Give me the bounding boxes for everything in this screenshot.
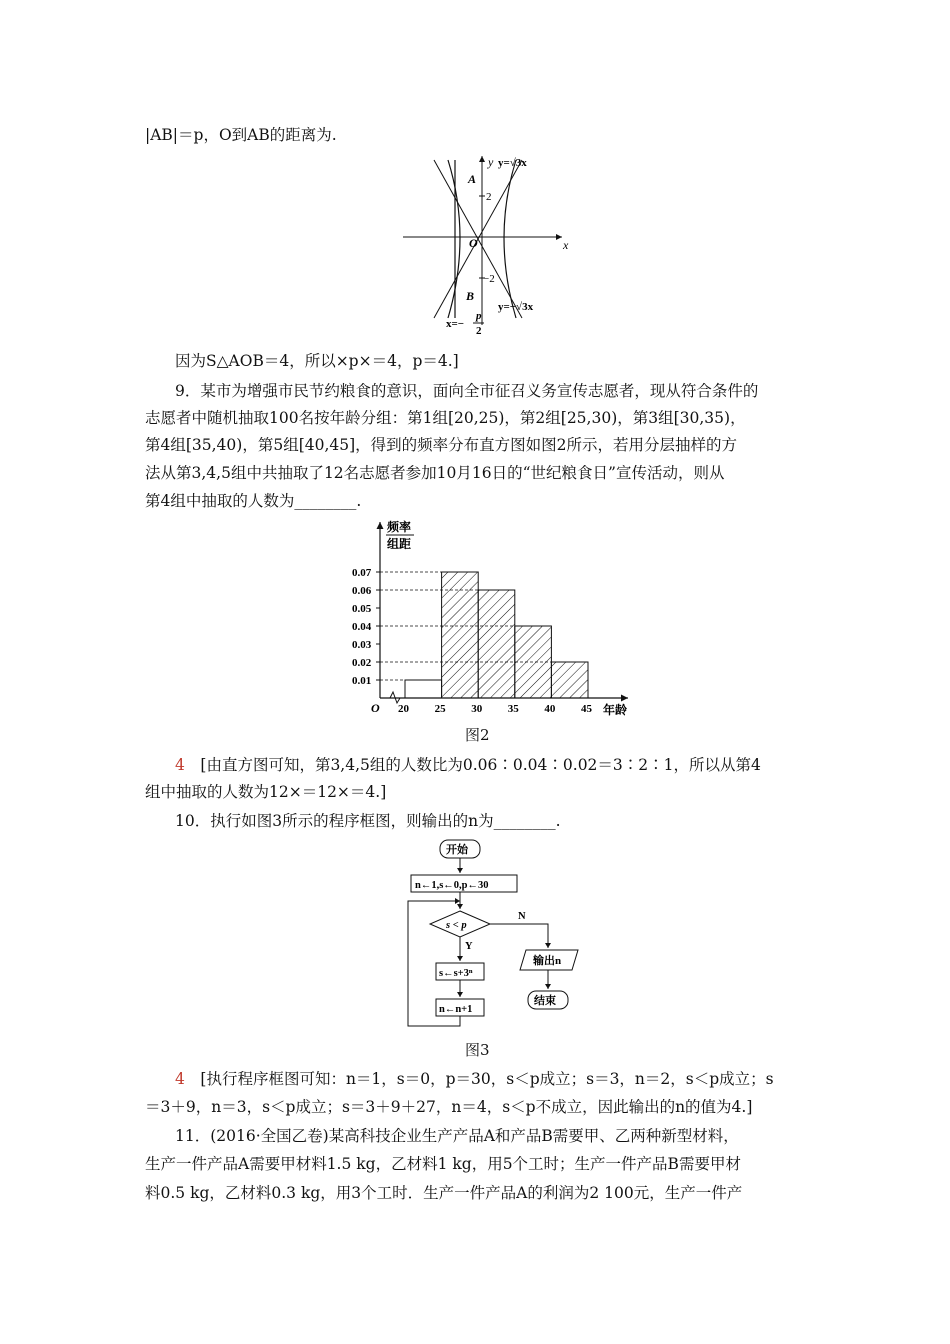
flow-start-text: 开始 (446, 844, 468, 856)
x-axis-label: x (563, 238, 569, 252)
text-line-1: |AB|＝p，O到AB的距离为. (145, 126, 337, 144)
y-axis-label: y (488, 155, 494, 169)
text-line-15: 料0.5 kg，乙材料0.3 kg，用3个工时．生产一件产品A的利润为2 100元，生产一件产 (145, 1184, 743, 1202)
figure3-caption: 图3 (465, 1041, 490, 1059)
hist-ytick-label: 0.02 (352, 657, 372, 669)
hist-ytick-label: 0.05 (352, 603, 372, 615)
text-line-8 (175, 753, 761, 775)
hist-ytick-label: 0.04 (352, 621, 372, 633)
directrix-num: p (476, 310, 482, 322)
flowchart (400, 836, 590, 1032)
text-line-14: 生产一件产品A需要甲材料1.5 kg，乙材料1 kg，用5个工时；生产一件产品B需要甲材 (145, 1155, 741, 1173)
hist-xtick-label: 30 (471, 703, 483, 715)
hist-origin-label: O (371, 701, 380, 715)
hist-xlabel: 年龄 (603, 703, 628, 717)
hist-bar (478, 590, 515, 698)
flow-step2-text: n←n+1 (439, 1004, 473, 1015)
text-line-13: 11．(2016·全国乙卷)某高科技企业生产产品A和产品B需要甲、乙两种新型材料， (175, 1127, 739, 1145)
hist-ylabel-num: 频率 (387, 520, 412, 534)
tick-pos-label: 2 (486, 191, 492, 203)
text-line-5: 第4组[35,40)，第5组[40,45]，得到的频率分布直方图如图2所示，若用分层抽样的方 (145, 436, 738, 454)
hyperbola-left-branch (448, 160, 460, 318)
text-line-3: 9．某市为增强市民节约粮食的意识，面向全市征召义务宣传志愿者，现从符合条件的 (175, 382, 759, 400)
figure2-caption: 图2 (465, 726, 490, 744)
answer-9: 4 (175, 756, 185, 774)
flow-init-text: n←1,s←0,p←30 (415, 880, 489, 891)
text-line-4: 志愿者中随机抽取100名按年龄分组：第1组[20,25)，第2组[25,30)，第3组[30,35)， (145, 409, 746, 427)
origin-label: O (469, 236, 478, 250)
hist-ytick-label: 0.03 (352, 639, 372, 651)
hist-xtick-label: 20 (398, 703, 409, 715)
flow-yes-label: Y (465, 941, 473, 952)
hist-xtick-label: 45 (581, 703, 592, 715)
text-line-11-body: [执行程序框图可知：n＝1，s＝0，p＝30，s＜p成立；s＝3，n＝2，s＜p成立；s (200, 1070, 774, 1088)
text-line-10: 10．执行如图3所示的程序框图，则输出的n为________. (175, 812, 561, 830)
hist-bar (405, 680, 442, 698)
directrix-label: x=− (446, 318, 465, 330)
text-line-2: 因为S△AOB＝4，所以×p×＝4，p＝4.] (175, 352, 459, 370)
hyperbola-figure (395, 150, 580, 335)
flow-end-text: 结束 (534, 995, 556, 1007)
hist-ytick-label: 0.01 (352, 675, 372, 687)
asymptote-top-label: y=√3x (498, 157, 527, 169)
hist-ytick-label: 0.07 (352, 567, 372, 579)
histogram-chart (345, 515, 645, 725)
text-line-7: 第4组中抽取的人数为________. (145, 492, 362, 510)
hist-xtick-label: 40 (544, 703, 556, 715)
hist-bar (551, 662, 588, 698)
directrix-den: 2 (476, 325, 482, 335)
flow-step1-text: s←s+3ⁿ (439, 968, 473, 979)
hyperbola-right-branch (504, 160, 516, 318)
hist-bar (442, 572, 479, 698)
text-line-12: ＝3＋9，n＝3，s＜p成立；s＝3＋9＋27，n＝4，s＜p不成立，因此输出的n的值为4.] (145, 1098, 753, 1116)
hist-ytick-label: 0.06 (352, 585, 372, 597)
point-a-label: A (468, 172, 477, 186)
flow-output-text: 输出n (533, 955, 562, 967)
flow-cond-text: s < p (446, 920, 467, 931)
text-line-9: 组中抽取的人数为12×＝12×＝4.] (145, 783, 387, 801)
hist-ylabel-den: 组距 (387, 537, 412, 551)
text-line-8-body: [由直方图可知，第3,4,5组的人数比为0.06∶0.04∶0.02＝3∶2∶1，所以从第4 (200, 756, 761, 774)
flow-no-label: N (518, 911, 526, 922)
asymptote-bottom-label: y=−√3x (498, 301, 534, 313)
answer-10: 4 (175, 1070, 185, 1088)
text-line-6: 法从第3,4,5组中共抽取了12名志愿者参加10月16日的“世纪粮食日”宣传活动，则从 (145, 464, 725, 482)
text-line-11 (175, 1067, 774, 1089)
tick-neg-label: −2 (483, 273, 495, 285)
hist-bar (515, 626, 552, 698)
hist-xtick-label: 25 (434, 703, 446, 715)
point-b-label: B (466, 289, 475, 303)
hist-xtick-label: 35 (507, 703, 519, 715)
